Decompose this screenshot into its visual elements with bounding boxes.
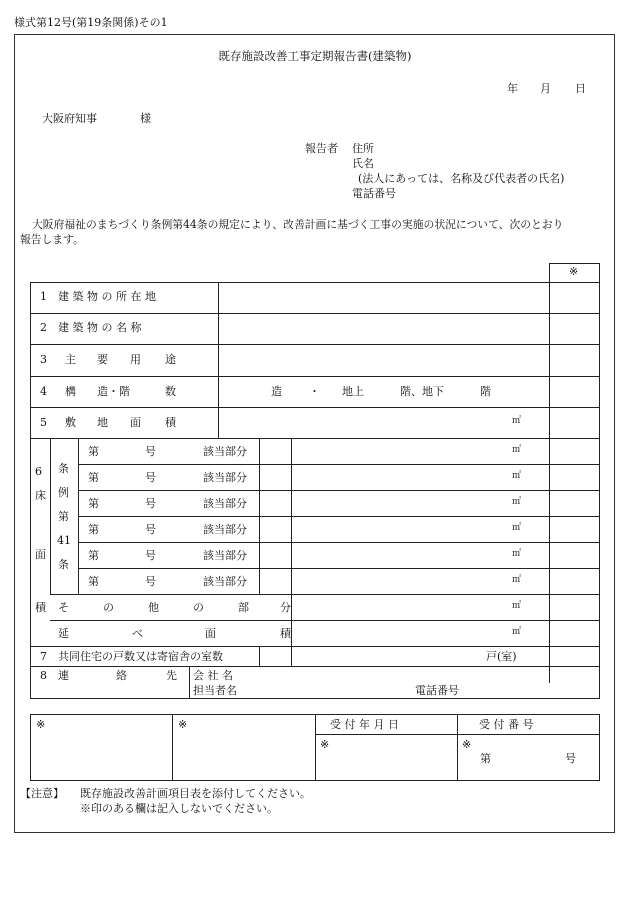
receipt-number-header: 受 付 番 号 [479, 718, 534, 731]
notes-line2: ※印のある欄は記入しないでください。 [80, 802, 278, 815]
reporter-label: 報告者 [305, 142, 338, 155]
body-text-line1: 大阪府福祉のまちづくり条例第44条の規定により、改善計画に基づく工事の実施の状況について、次のとおり [32, 218, 564, 231]
contact-person[interactable]: 担当者名 [193, 684, 237, 697]
office-mark-2: ※ [178, 718, 188, 731]
receipt-number-dai: 第 [480, 752, 491, 765]
addressee-name: 大阪府知事 [42, 112, 97, 125]
contact-company[interactable]: 会 社 名 [193, 669, 233, 682]
contact-phone[interactable]: 電話番号 [415, 684, 459, 697]
row-units-unit[interactable]: 戸(室) [486, 650, 517, 663]
addressee-honorific: 様 [140, 112, 151, 125]
row-main-use-field[interactable] [219, 345, 549, 376]
reporter-address[interactable]: 住所 [352, 142, 374, 155]
row-units-label: 7 共同住宅の戸数又は寄宿舎の室数 [40, 650, 223, 663]
receipt-date-mark: ※ [320, 738, 330, 751]
receipt-date-header: 受 付 年 月 日 [330, 718, 399, 731]
notes-line1: 既存施設改善計画項目表を添付してください。 [80, 787, 311, 800]
row-location-field[interactable] [219, 283, 549, 313]
notes-label: 【注意】 [20, 787, 64, 800]
row-building-name-field[interactable] [219, 314, 549, 344]
receipt-number-go: 号 [565, 752, 576, 765]
date-day: 日 [575, 82, 586, 95]
reporter-name[interactable]: 氏名 [352, 157, 374, 170]
office-mark-1: ※ [36, 718, 46, 731]
date-month: 月 [540, 82, 551, 95]
row-location-label: 1 建 築 物 の 所 在 地 [40, 290, 156, 303]
date-year: 年 [507, 82, 518, 95]
reporter-phone[interactable]: 電話番号 [352, 187, 396, 200]
row-site-area-unit: ㎡ [512, 416, 522, 426]
office-use-mark: ※ [569, 265, 579, 278]
body-text-line2: 報告します。 [20, 233, 84, 246]
form-title: 既存施設改善工事定期報告書(建築物) [218, 49, 412, 63]
row-building-name-label: 2 建 築 物 の 名 称 [40, 321, 142, 334]
reporter-corp-note: (法人にあっては、名称及び代表者の氏名) [358, 172, 565, 185]
receipt-number-mark: ※ [462, 738, 472, 751]
form-id: 様式第12号(第19条関係)その1 [14, 16, 168, 29]
